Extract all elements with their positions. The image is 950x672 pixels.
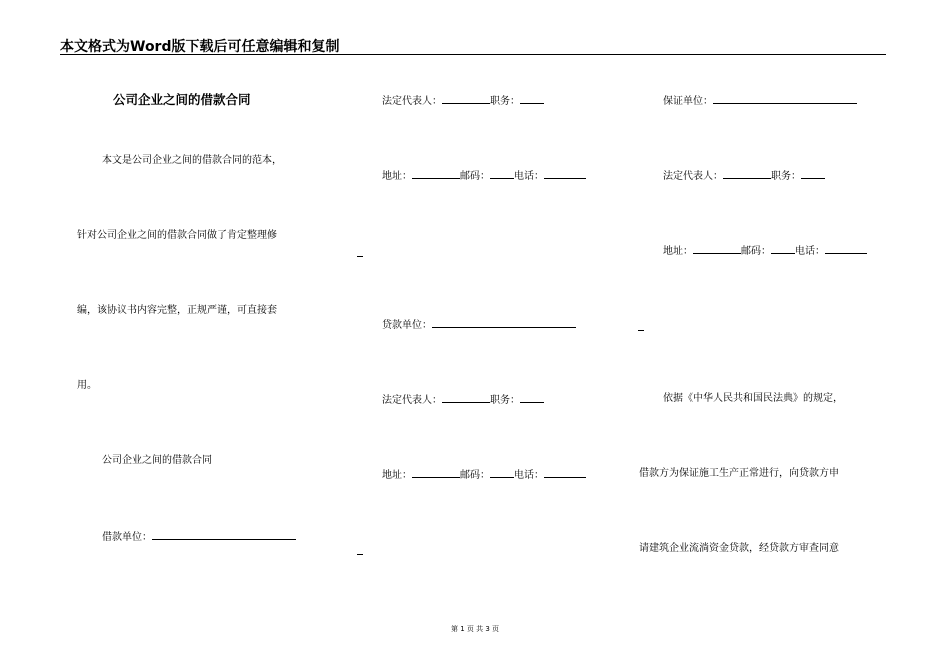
guarantor-row [663,94,857,108]
document-header: 本文格式为Word版下载后可任意编辑和复制 [60,39,340,55]
rep-label: 法定代表人： [382,96,442,107]
column-break-mark [638,330,644,331]
guarantor-label: 保证单位： [663,96,713,107]
lender-row [382,318,576,332]
phone-blank [544,169,586,179]
body-line-3: 请建筑企业流淌资金贷款，经贷款方审查同意 [639,543,839,554]
page-number: 第 1 页 共 3 页 [450,625,500,633]
phone-label: 电话： [795,246,825,257]
postcode-blank [490,468,514,478]
position-blank [520,393,544,403]
rep-label: 法定代表人： [382,395,442,406]
address-blank [693,244,741,254]
lender-label: 贷款单位： [382,320,432,331]
address-blank [412,468,460,478]
borrower-blank [152,530,296,540]
phone-label: 电话： [514,470,544,481]
intro-line-4: 用。 [77,380,97,391]
postcode-blank [490,169,514,179]
intro-line-1: 本文是公司企业之间的借款合同的范本， [102,155,282,166]
position-blank [801,169,825,179]
guarantor-blank [713,94,857,104]
contract-title: 公司企业之间的借款合同 [113,92,251,107]
postcode-label: 邮码： [460,171,490,182]
column-break-mark [357,554,363,555]
body-line-2: 借款方为保证施工生产正常进行，向贷款方申 [639,468,839,479]
rep-blank [723,169,771,179]
address-row-2 [382,468,586,482]
address-blank [412,169,460,179]
address-label: 地址： [382,171,412,182]
position-label: 职务： [490,395,520,406]
postcode-blank [771,244,795,254]
lender-rep-row-1 [382,94,544,108]
phone-blank [544,468,586,478]
contract-subtitle: 公司企业之间的借款合同 [102,455,212,466]
address-row-1 [382,169,586,183]
rep-label: 法定代表人： [663,171,723,182]
position-label: 职务： [771,171,801,182]
guarantor-address-row [663,244,867,258]
borrower-label: 借款单位： [102,532,152,543]
position-blank [520,94,544,104]
rep-blank [442,94,490,104]
column-break-mark [357,256,363,257]
lender-blank [432,318,576,328]
borrower-row [102,530,296,544]
body-line-1: 依据《中华人民共和国民法典》的规定， [663,393,843,404]
phone-blank [825,244,867,254]
rep-blank [442,393,490,403]
guarantor-rep-row [663,169,825,183]
header-rule [60,54,886,55]
intro-line-2: 针对公司企业之间的借款合同做了肯定整理修 [77,230,277,241]
position-label: 职务： [490,96,520,107]
phone-label: 电话： [514,171,544,182]
lender-rep-row-2 [382,393,544,407]
postcode-label: 邮码： [741,246,771,257]
address-label: 地址： [382,470,412,481]
postcode-label: 邮码： [460,470,490,481]
address-label: 地址： [663,246,693,257]
intro-line-3: 编，该协议书内容完整，正规严谨，可直接套 [77,305,277,316]
